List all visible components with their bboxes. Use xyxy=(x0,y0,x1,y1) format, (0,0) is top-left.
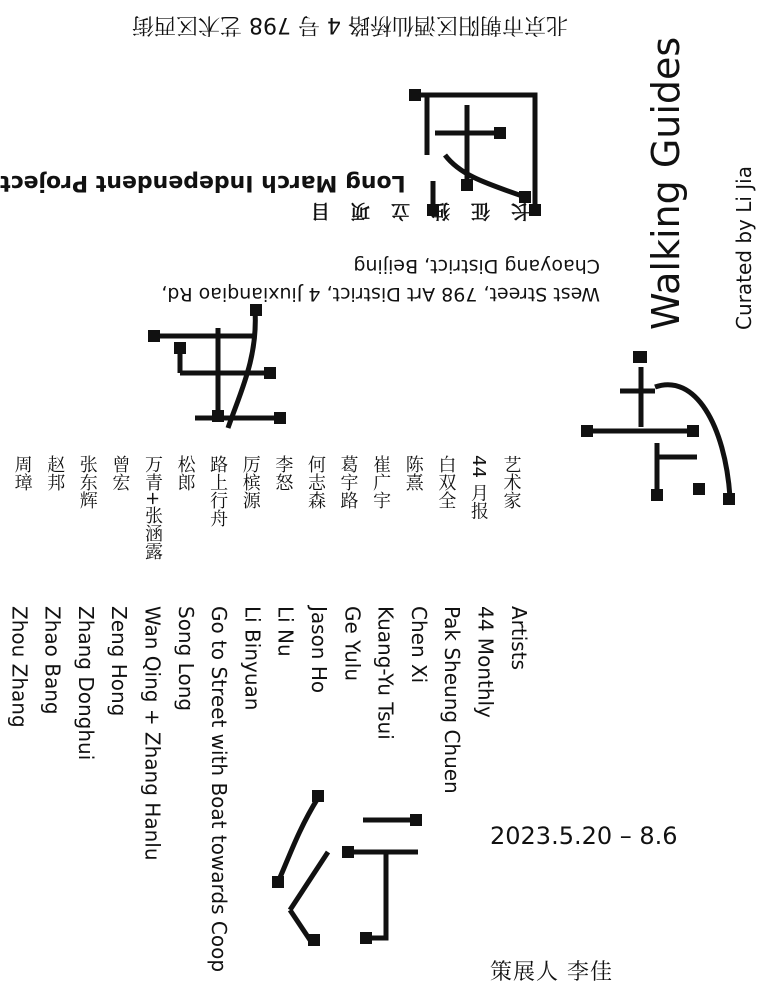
artist-name-cn: 周璋 xyxy=(11,455,33,491)
artists-header-en: Artists xyxy=(506,606,531,670)
artist-name-cn: 白双全 xyxy=(435,455,457,509)
artist-list-en xyxy=(2,606,535,1000)
artist-name-cn: 崔广宇 xyxy=(370,455,392,509)
artist-name-cn: 何志森 xyxy=(304,455,326,509)
venue-address-en-line1: West Street, 798 Art District, 4 Jiuxianqiao Rd, xyxy=(161,283,600,305)
artist-name-cn: 赵邦 xyxy=(44,455,66,491)
venue-address-cn: 北京市朝阳区酒仙桥路 4 号 798 艺术区西街 xyxy=(132,12,568,37)
zhi-glyph-icon xyxy=(140,298,290,448)
venue-name-cn: 长征独立项目 xyxy=(289,200,530,222)
artist-name-en: Zhou Zhang xyxy=(7,606,32,728)
artist-name-en: Wan Qing + Zhang Hanlu xyxy=(140,606,165,861)
artist-name-cn: 44 月报 xyxy=(467,455,489,520)
artist-name-cn: 葛宇路 xyxy=(337,455,359,509)
artist-name-en: Chen Xi xyxy=(406,606,431,684)
artist-name-cn: 李怒 xyxy=(272,455,294,491)
artist-name-en: Go to Street with Boat towards Coop xyxy=(207,606,232,973)
venue-address-en-line2: Chaoyang District, Beijing xyxy=(353,255,600,277)
artist-name-cn: 曾宏 xyxy=(109,455,131,491)
exhibition-title-en: Walking Guides xyxy=(644,36,688,330)
curator-cn: 策展人 李佳 xyxy=(490,960,613,985)
artist-name-cn: 陈熹 xyxy=(402,455,424,491)
artist-name-en: Zhang Donghui xyxy=(73,606,98,761)
curator-en: Curated by Li Jia xyxy=(732,166,756,330)
artist-name-cn: 路上行舟 xyxy=(207,455,229,527)
artist-name-en: Kuang-Yu Tsui xyxy=(373,606,398,740)
artist-name-en: Jason Ho xyxy=(306,606,331,694)
venue-name-en: Long March Independent Project xyxy=(0,170,406,195)
venue-address-en xyxy=(161,222,600,308)
artists-header-cn: 艺术家 xyxy=(500,455,522,509)
artist-name-en: Pak Sheung Chuen xyxy=(440,606,465,794)
artist-name-cn: 厉槟源 xyxy=(239,455,261,509)
artist-name-en: Zhao Bang xyxy=(40,606,65,715)
artist-name-cn: 松郎 xyxy=(174,455,196,491)
exhibition-dates: 2023.5.20 – 8.6 xyxy=(490,822,678,850)
bu-glyph-icon xyxy=(575,345,745,510)
artist-name-cn: 万青+张涵露 xyxy=(141,455,163,561)
artist-name-en: 44 Monthly xyxy=(473,606,498,718)
artist-name-en: Ge Yulu xyxy=(340,606,365,681)
artist-name-en: Li Nu xyxy=(273,606,298,657)
artist-list-cn xyxy=(5,455,527,595)
artist-name-en: Li Binyuan xyxy=(240,606,265,711)
artist-name-cn: 张东辉 xyxy=(76,455,98,509)
artist-name-en: Zeng Hong xyxy=(107,606,132,717)
artist-name-en: Song Long xyxy=(173,606,198,712)
